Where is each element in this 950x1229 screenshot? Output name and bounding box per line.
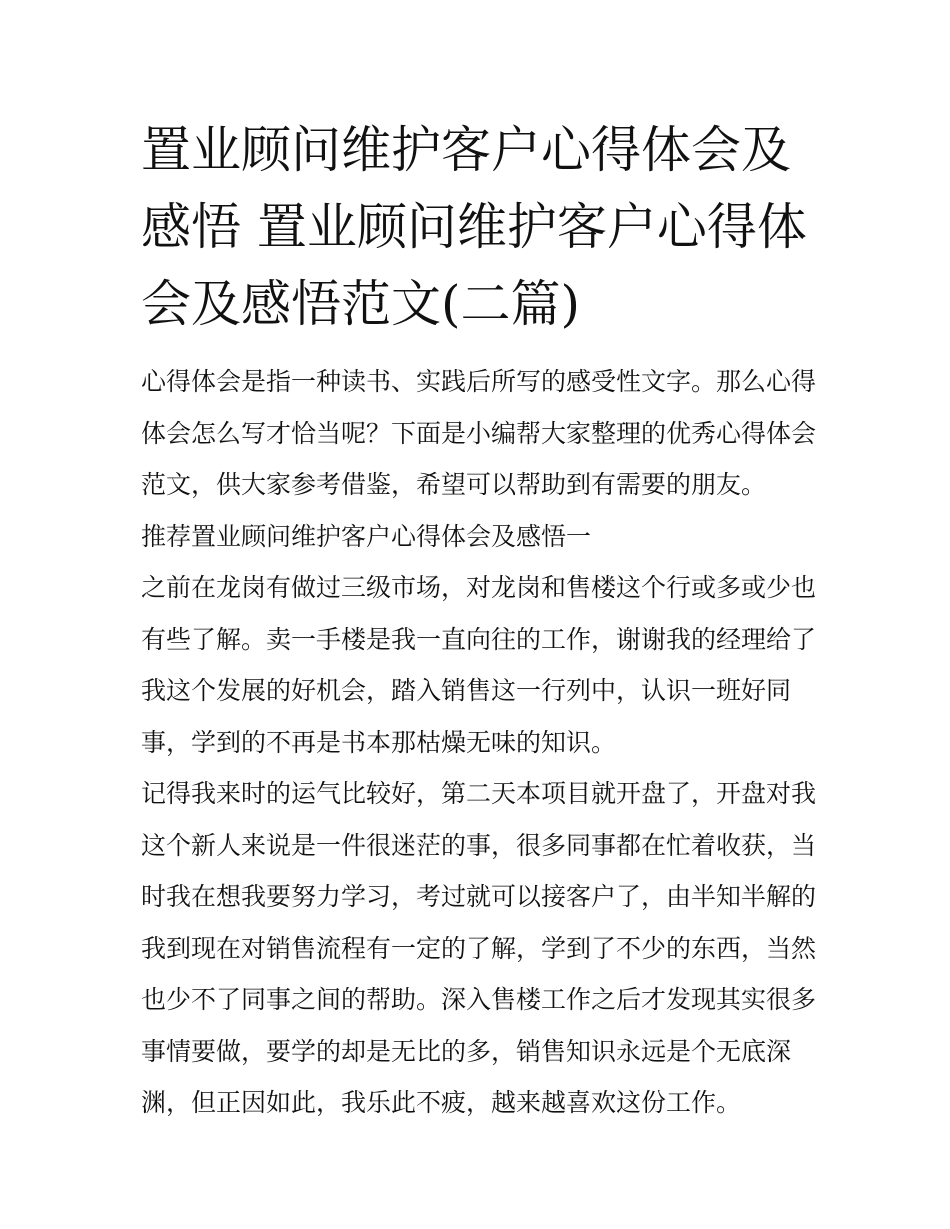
paragraph: 记得我来时的运气比较好，第二天本项目就开盘了，开盘对我这个新人来说是一件很迷茫的事，很多同事都在忙着收获，当时我在想我要努力学习，考过就可以接客户了，由半知半解的我到现在对销售流程有一定的了解，学到了不少的东西，当然也少不了同事之间的帮助。深入售楼工作之后才发现其实很多事情要做，要学的却是无比的多，销售知识永远是个无底深渊，但正因如此，我乐此不疲，越来越喜欢这份工作。 <box>141 779 817 1117</box>
document-body <box>141 356 821 1129</box>
document-title: 置业顾问维护客户心得体会及感悟 置业顾问维护客户心得体会及感悟范文(二篇) <box>141 121 807 333</box>
paragraph-intro: 心得体会是指一种读书、实践后所写的感受性文字。那么心得体会怎么写才恰当呢？下面是小编帮大家整理的优秀心得体会范文，供大家参考借鉴，希望可以帮助到有需要的朋友。 <box>141 367 817 499</box>
section-heading: 推荐置业顾问维护客户心得体会及感悟一 <box>141 521 592 551</box>
paragraph: 之前在龙岗有做过三级市场，对龙岗和售楼这个行或多或少也有些了解。卖一手楼是我一直向往的工作，谢谢我的经理给了我这个发展的好机会，踏入销售这一行列中，认识一班好同事，学到的不再是书本那枯燥无味的知识。 <box>141 573 817 757</box>
